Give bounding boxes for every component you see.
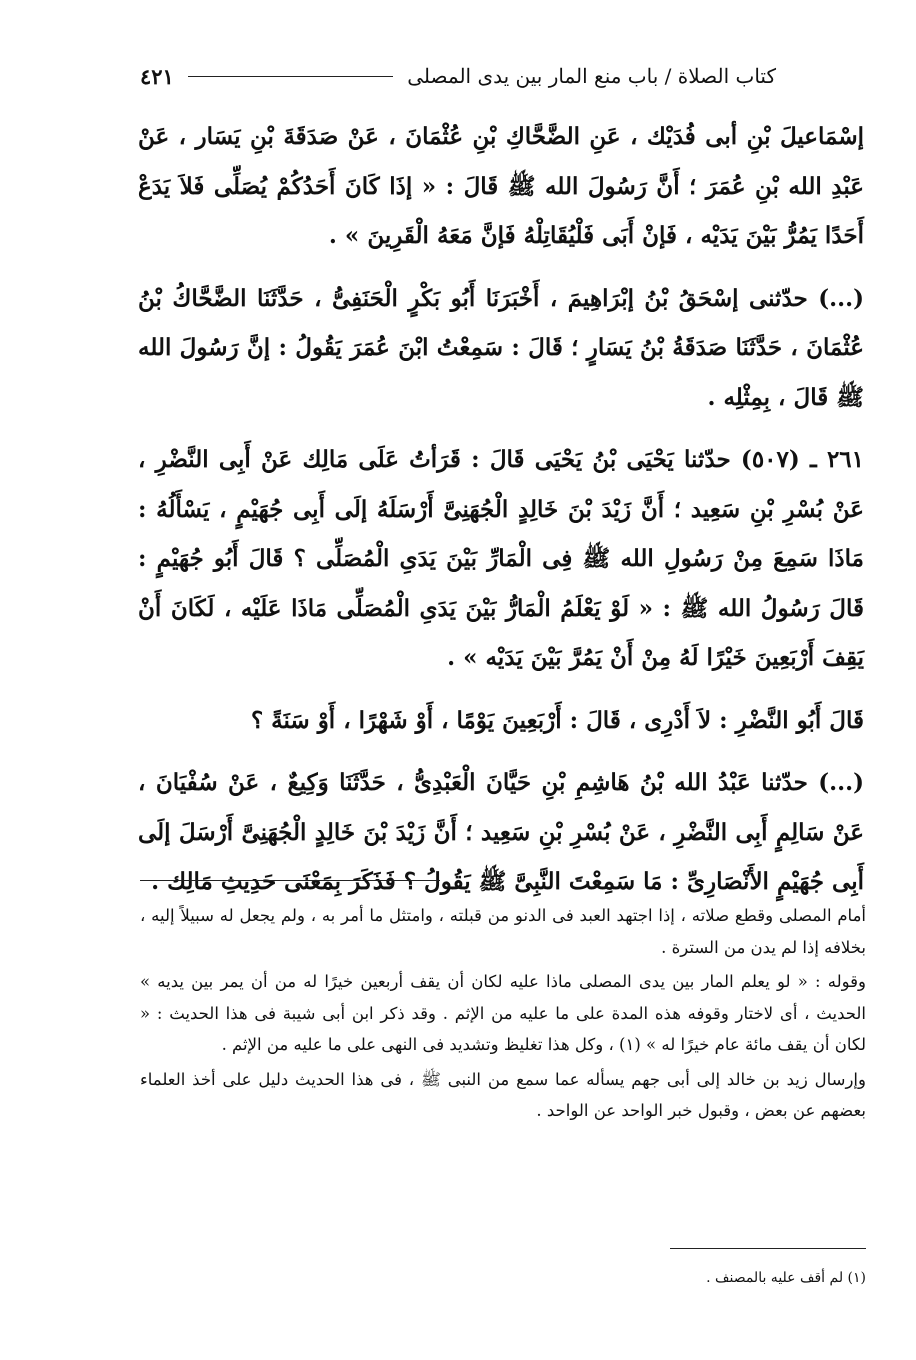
header-rule <box>188 76 393 77</box>
page-number: ٤٢١ <box>140 63 174 89</box>
commentary-text <box>140 900 866 1127</box>
page-header <box>140 58 776 94</box>
footnote: (١) لم أقف عليه بالمصنف . <box>706 1270 866 1286</box>
hadith-paragraph: (...) حدّثنى إسْحَقُ بْنُ إبْرَاهِيمَ ، أَخْبَرَنَا أَبُو بَكْرٍ الْحَنَفِىُّ ، حَدَّثَنَا الضَّحَّاكُ بْنُ عُثْمَانَ ، حَدَّثَنَا صَدَقَةُ بْنُ يَسَارٍ ؛ قَالَ : سَمِعْتُ ابْنَ عُمَرَ يَقُولُ : إنَّ رَسُولَ الله ﷺ قَالَ ، بِمِثْلِه . <box>138 284 864 411</box>
hadith-paragraph: قَالَ أَبُو النَّضْرِ : لاَ أَدْرِى ، قَالَ : أَرْبَعِينَ يَوْمًا ، أَوْ شَهْرًا ، أَوْ سَنَةً ؟ <box>250 706 864 734</box>
footnote-divider <box>670 1248 866 1249</box>
commentary-paragraph: وإرسال زيد بن خالد إلى أبى جهم يسأله عما سمع من النبى ﷺ ، فى هذا الحديث دليل على أخذ العلماء بعضهم عن بعض ، وقبول خبر الواحد عن الواحد . <box>140 1069 866 1120</box>
commentary-paragraph: أمام المصلى وقطع صلاته ، إذا اجتهد العبد فى الدنو من قبلته ، وامتثل ما أمر به ، ولم يجعل له سبيلاً إليه ، بخلافه إذا لم يدن من السترة . <box>140 906 866 957</box>
commentary-paragraph: وقوله : « لو يعلم المار بين يدى المصلى ماذا عليه لكان أن يقف أربعين خيرًا له من أن يمر بين يديه » الحديث ، أى لاختار وقوفه هذه المدة على ما عليه من الإثم . وقد ذكر ابن أبى شيبة فى هذا الحديث : « لكان أن يقف مائة عام خيرًا له » (١) ، وكل هذا تغليظ وتشديد فى النهى على ما عليه من الإثم . <box>140 972 866 1054</box>
hadith-paragraph: ٢٦١ ـ (٥٠٧) حدّثنا يَحْيَى بْنُ يَحْيَى قَالَ : قَرَأتُ عَلَى مَالِك عَنْ أَبِى النَّضْرِ ، عَنْ بُسْرِ بْنِ سَعِيد ؛ أَنَّ زَيْدَ بْنَ خَالِدٍ الْجُهَنِىَّ أَرْسَلَهُ إلَى أَبِى جُهَيْمٍ ، يَسْأَلُهُ : مَاذَا سَمِعَ مِنْ رَسُولِ الله ﷺ فِى الْمَارِّ بَيْنَ يَدَىِ الْمُصَلِّى ؟ قَالَ أَبُو جُهَيْمٍ : قَالَ رَسُولُ الله ﷺ : « لَوْ يَعْلَمُ الْمَارُّ بَيْنَ يَدَىِ الْمُصَلِّى مَاذَا عَلَيْه ، لَكَانَ أَنْ يَقِفَ أَرْبَعِينَ خَيْرًا لَهُ مِنْ أَنْ يَمُرَّ بَيْنَ يَدَيْه » . <box>138 446 865 671</box>
commentary-divider <box>140 880 440 881</box>
running-title: كتاب الصلاة / باب منع المار بين يدى المصلى <box>407 64 776 88</box>
hadith-paragraph: (...) حدّثنا عَبْدُ الله بْنُ هَاشِمِ بْنِ حَيَّانَ الْعَبْدِىُّ ، حَدَّثَنَا وَكِيعٌ ، عَنْ سُفْيَانَ ، عَنْ سَالِمٍ أَبِى النَّضْرِ ، عَنْ بُسْرِ بْنِ سَعِيد ؛ أَنَّ زَيْدَ بْنَ خَالِدٍ الْجُهَنِىَّ أَرْسَلَ إلَى أَبِى جُهَيْمٍ الأَنْصَارِىِّ : مَا سَمِعْتَ النَّبِىَّ ﷺ يَقُولُ ؟ فَذَكَرَ بِمَعْنَى حَدِيثِ مَالِك . <box>138 769 864 895</box>
hadith-paragraph: إسْمَاعيلَ بْنِ أبى فُدَيْك ، عَنِ الضَّحَّاكِ بْنِ عُثْمَانَ ، عَنْ صَدَقَةَ بْنِ يَسَار ، عَنْ عَبْدِ الله بْنِ عُمَرَ ؛ أَنَّ رَسُولَ الله ﷺ قَالَ : « إذَا كَانَ أَحَدُكُمْ يُصَلِّى فَلاَ يَدَعْ أَحَدًا يَمُرُّ بَيْنَ يَدَيْه ، فَإنْ أَبَى فَلْيُقَاتِلْهُ فَإنَّ مَعَهُ الْقَرِينَ » . <box>138 123 864 249</box>
hadith-text <box>138 112 864 907</box>
